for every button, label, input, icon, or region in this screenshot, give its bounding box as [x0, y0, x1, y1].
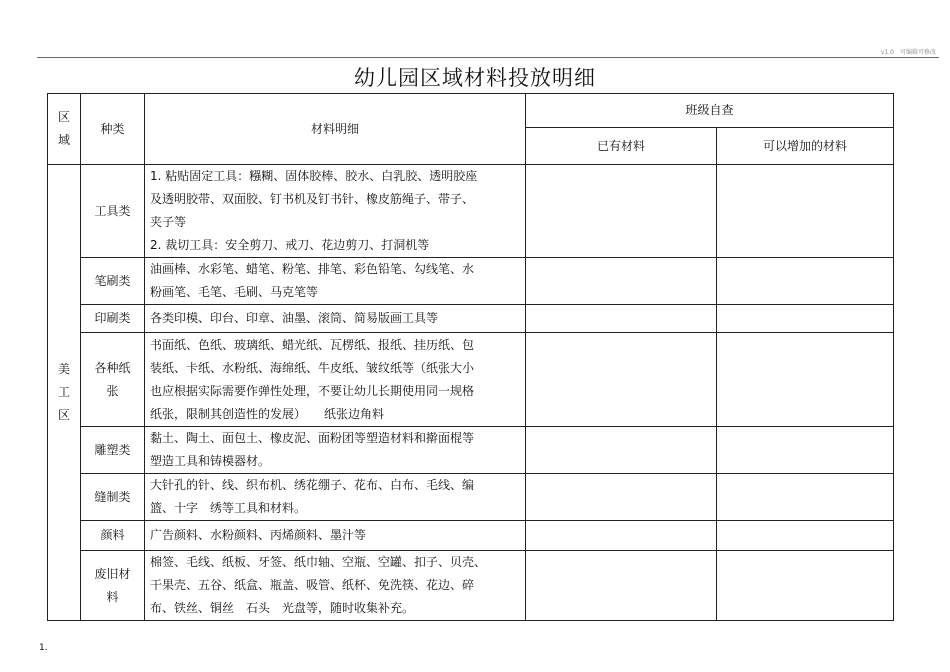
detail-line: 1. 粘贴固定工具：糨糊、固体胶棒、胶水、白乳胶、透明胶座: [150, 169, 478, 183]
detail-line: 干果壳、五谷、纸盒、瓶盖、吸管、纸杯、免洗筷、花边、碎: [150, 578, 475, 592]
zone-header: 区 域: [48, 94, 81, 165]
category-cell: 印刷类: [81, 305, 145, 333]
detail-line: 篮、十字 绣等工具和材料。: [150, 501, 307, 515]
add-materials-cell[interactable]: [717, 165, 894, 258]
have-materials-cell[interactable]: [526, 551, 717, 621]
header-version-note: v1.0 可编辑可修改: [880, 49, 936, 56]
detail-line: 纸张，限制其创造性的发展） 纸张边角料: [150, 406, 385, 421]
detail-line: 书面纸、色纸、玻璃纸、蜡光纸、瓦楞纸、报纸、挂历纸、包: [150, 337, 475, 352]
detail-header: 材料明细: [145, 94, 526, 165]
add-materials-cell[interactable]: [717, 521, 894, 551]
have-materials-cell[interactable]: [526, 521, 717, 551]
detail-line: 塑造工具和铸模器材。: [150, 454, 271, 468]
page-title: 幼儿园区域材料投放明细: [354, 66, 596, 90]
category-cell: 缝制类: [81, 474, 145, 521]
detail-line: 广告颜料、水粉颜料、丙烯颜料、墨汁等: [150, 528, 367, 542]
detail-cell: [145, 258, 526, 305]
have-materials-cell[interactable]: [526, 305, 717, 333]
add-materials-cell[interactable]: [717, 551, 894, 621]
detail-line: 2. 裁切工具：安全剪刀、戒刀、花边剪刀、打洞机等: [150, 238, 430, 252]
add-materials-cell[interactable]: [717, 333, 894, 427]
detail-cell: [145, 521, 526, 551]
detail-line: 黏土、陶土、面包土、橡皮泥、面粉团等塑造材料和擀面棍等: [150, 431, 475, 445]
have-materials-cell[interactable]: [526, 258, 717, 305]
detail-line: 装纸、卡纸、水粉纸、海绵纸、牛皮纸、皱纹纸等（纸张大小: [150, 360, 475, 375]
detail-cell: [145, 305, 526, 333]
detail-cell: [145, 551, 526, 621]
category-cell: 各种纸 张: [81, 333, 145, 427]
detail-line: 夹子等: [150, 215, 187, 229]
detail-line: 油画棒、水彩笔、蜡笔、粉笔、排笔、彩色铅笔、勾线笔、水: [150, 262, 475, 276]
page-number: 1.: [39, 643, 48, 653]
have-materials-cell[interactable]: [526, 474, 717, 521]
header-rule: [37, 57, 939, 58]
detail-line: 各类印模、印台、印章、油墨、滚筒、简易版画工具等: [150, 311, 439, 325]
detail-line: 布、铁丝、铜丝 石头 光盘等，随时收集补充。: [150, 601, 415, 615]
category-cell: 雕塑类: [81, 427, 145, 474]
add-materials-cell[interactable]: [717, 474, 894, 521]
detail-line: 粉画笔、毛笔、毛刷、马克笔等: [150, 285, 319, 299]
add-materials-header: 可以增加的材料: [717, 128, 894, 165]
detail-line: 大针孔的针、线、织布机、绣花绷子、花布、白布、毛线、编: [150, 478, 475, 492]
category-cell: 颜料: [81, 521, 145, 551]
detail-line: 也应根据实际需要作弹性处理，不要让幼儿长期使用同一规格: [150, 383, 475, 398]
detail-cell: [145, 427, 526, 474]
have-materials-cell[interactable]: [526, 165, 717, 258]
add-materials-cell[interactable]: [717, 258, 894, 305]
have-materials-header: 已有材料: [526, 128, 717, 165]
category-cell: 笔刷类: [81, 258, 145, 305]
detail-cell: [145, 333, 526, 427]
materials-table: [47, 93, 894, 621]
detail-cell: [145, 165, 526, 258]
have-materials-cell[interactable]: [526, 427, 717, 474]
zone-art-area: 美 工 区: [48, 165, 81, 621]
add-materials-cell[interactable]: [717, 305, 894, 333]
detail-line: 棉签、毛线、纸板、牙签、纸巾轴、空瓶、空罐、扣子、贝壳、: [150, 555, 487, 569]
detail-line: 及透明胶带、双面胶、钉书机及钉书针、橡皮筋绳子、带子、: [150, 192, 475, 206]
category-header: 种类: [81, 94, 145, 165]
have-materials-cell[interactable]: [526, 333, 717, 427]
category-cell: 工具类: [81, 165, 145, 258]
detail-cell: [145, 474, 526, 521]
category-cell: 废旧材 料: [81, 551, 145, 621]
add-materials-cell[interactable]: [717, 427, 894, 474]
class-check-header: 班级自查: [526, 94, 894, 128]
